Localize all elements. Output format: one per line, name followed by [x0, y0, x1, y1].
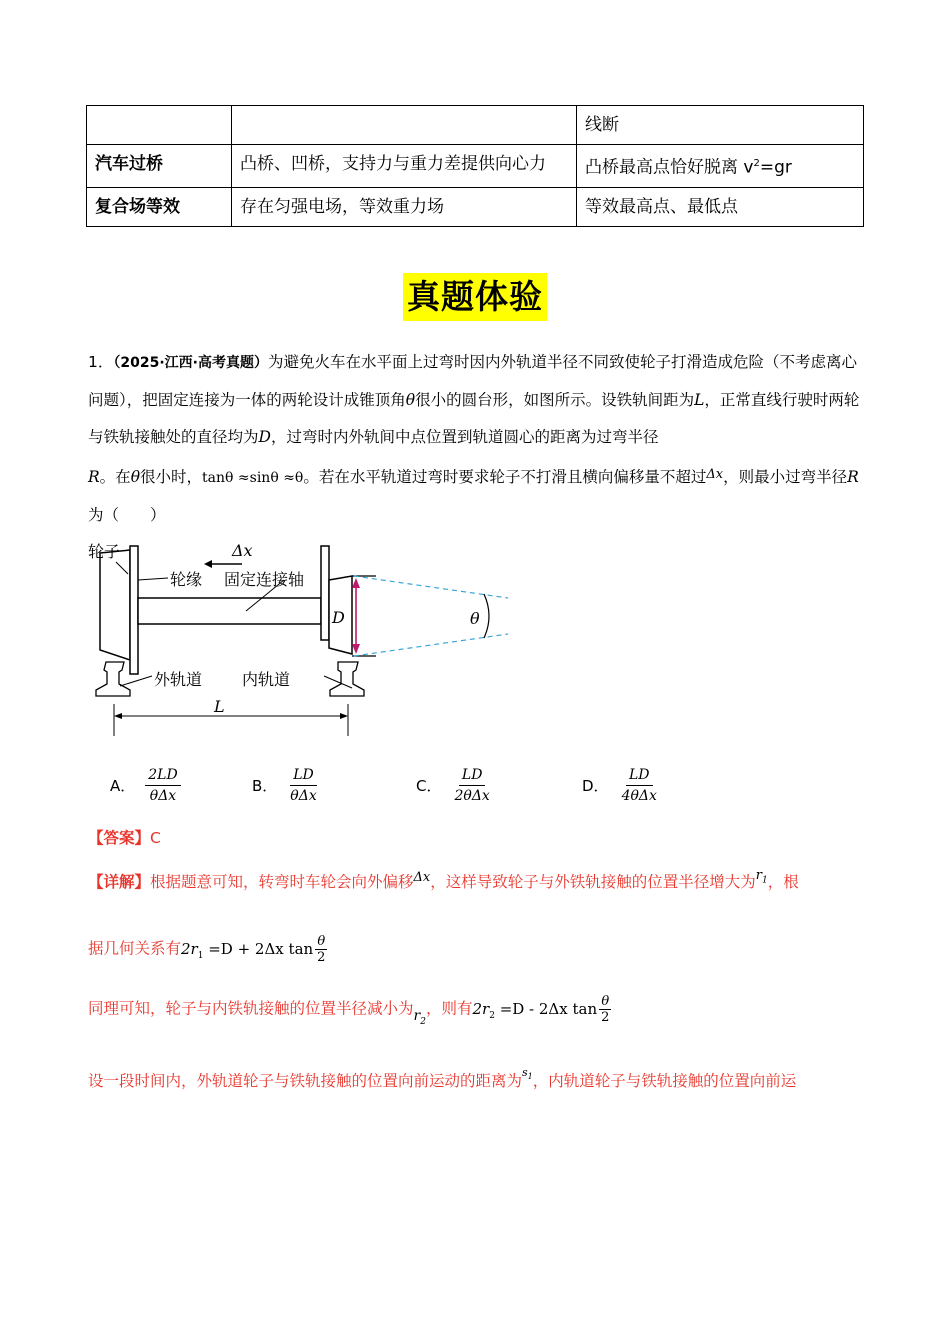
- math-approx: tanθ ≈sinθ ≈θ: [202, 470, 304, 486]
- table-cell: 线断: [577, 106, 864, 145]
- subscript: 1: [197, 950, 204, 961]
- label-outer-rail: 外轨道: [154, 670, 203, 689]
- equation-1: [181, 934, 327, 965]
- math-fraction: [315, 934, 327, 965]
- numerator: LD: [626, 766, 653, 786]
- math-D: D: [258, 428, 271, 446]
- denominator: 2: [601, 1010, 610, 1025]
- math-r1: [755, 868, 768, 886]
- outer-wheel: [100, 550, 130, 660]
- answer-value: C: [150, 829, 161, 847]
- explanation-text: 同理可知，轮子与内铁轨接触的位置半径减小为: [88, 999, 414, 1018]
- option-fraction: [287, 766, 319, 805]
- question-seg: 很小时，: [140, 468, 203, 486]
- numerator: 2LD: [145, 766, 180, 786]
- explanation-text: 据几何关系有: [88, 939, 182, 958]
- question-seg: 很小的圆台形，如图所示。设铁轨间距为: [415, 391, 695, 409]
- explanation-text: ，内轨道轮子与铁轨接触的位置向前运: [532, 1072, 797, 1090]
- math-var: s: [522, 1066, 528, 1079]
- table-cell: 等效最高点、最低点: [577, 187, 864, 226]
- subscript: 1: [527, 1072, 533, 1082]
- math-theta: θ: [130, 468, 141, 486]
- option-b[interactable]: [252, 762, 320, 808]
- math-expr: =D - 2Δx tan: [494, 999, 598, 1018]
- question-seg: 。在: [99, 468, 131, 486]
- table-cell: [87, 106, 232, 145]
- table-row: [87, 187, 864, 226]
- question-number: 1．: [88, 353, 114, 371]
- table-cell: 凸桥、凹桥，支持力与重力差提供向心力: [232, 145, 577, 188]
- label-D: D: [332, 608, 345, 627]
- explanation-line-1: [88, 868, 864, 892]
- table-cell: 复合场等效: [87, 187, 232, 226]
- explanation-tag: 【详解】: [88, 873, 151, 891]
- math-s1: [522, 1066, 533, 1082]
- explanation-line-3: [88, 994, 864, 1026]
- math-R: R: [88, 468, 100, 486]
- option-label: A．: [110, 776, 136, 795]
- question-seg: ，过弯时内外轨间中点位置到轨道圆心的距离为过弯半径: [270, 428, 659, 446]
- denominator: θΔx: [290, 787, 317, 804]
- outer-flange: [130, 546, 138, 674]
- math-R: R: [847, 468, 859, 486]
- subscript: 1: [762, 875, 768, 886]
- math-r2: [413, 1007, 426, 1027]
- denominator: θΔx: [149, 787, 177, 804]
- option-label: D．: [582, 776, 609, 795]
- superscript: 2: [753, 158, 760, 169]
- math-fraction: [599, 994, 611, 1025]
- explanation-text: ，则有: [425, 999, 473, 1018]
- table-cell: [577, 145, 864, 188]
- denominator: 4θΔx: [621, 787, 657, 804]
- equation-2: [472, 994, 611, 1025]
- explanation-text: ，根: [767, 873, 799, 891]
- question-seg: 为避免火车在水平面上过弯时因内外轨道半径不同致使轮子打滑造成危险（不考虑离心问题），把固定连接为一体的两轮设计成锥顶角: [88, 353, 857, 409]
- option-label: B．: [252, 776, 278, 795]
- math-var: 2r: [181, 939, 198, 958]
- inner-flange: [321, 546, 329, 640]
- answer-tag: 【答案】: [88, 829, 151, 847]
- denominator: 2θΔx: [454, 787, 490, 804]
- math-L: L: [694, 391, 705, 409]
- question-source: （2025·江西·高考真题）: [113, 355, 268, 371]
- numerator: θ: [601, 994, 610, 1009]
- label-inner-rail: 内轨道: [242, 670, 291, 689]
- question-seg: ，正常直线行驶时两轮与铁轨接触处的直径均为: [88, 391, 860, 446]
- answer-line: [88, 826, 161, 848]
- question-text: [88, 344, 864, 534]
- explanation-text: ，这样导致轮子与外铁轨接触的位置半径增大为: [430, 873, 756, 891]
- math-expr: =D + 2Δx tan: [203, 939, 314, 958]
- label-dx: Δx: [232, 541, 253, 560]
- math-dx: Δx: [413, 870, 431, 885]
- explanation-text: 根据题意可知，转弯时车轮会向外偏移: [150, 873, 414, 891]
- table-cell: 存在匀强电场，等效重力场: [232, 187, 577, 226]
- denominator: 2: [317, 950, 326, 965]
- section-title: 真题体验: [403, 273, 547, 321]
- label-wheel: 轮子: [88, 542, 121, 561]
- option-label: C．: [416, 776, 442, 795]
- wheel-axle-diagram: [86, 538, 516, 738]
- option-c[interactable]: [416, 762, 493, 808]
- math-var: r: [755, 868, 762, 883]
- question-seg: 为（ ）: [88, 506, 166, 524]
- label-flange: 轮缘: [170, 570, 203, 589]
- table-row: [87, 106, 864, 145]
- outer-rail: [96, 662, 130, 696]
- label-L: L: [214, 697, 225, 716]
- math-var: r: [413, 1007, 421, 1024]
- label-axle: 固定连接轴: [224, 570, 305, 589]
- theta-arc: [484, 594, 489, 638]
- table-cell: [232, 106, 577, 145]
- numerator: θ: [317, 934, 326, 949]
- explanation-text: 设一段时间内，外轨道轮子与铁轨接触的位置向前运动的距离为: [88, 1072, 523, 1090]
- cell-text: =gr: [759, 157, 792, 178]
- question-seg: 。若在水平轨道过弯时要求轮子不打滑且横向偏移量不超过: [303, 468, 707, 486]
- numerator: LD: [290, 766, 317, 786]
- math-theta: θ: [405, 391, 416, 409]
- option-fraction: [451, 766, 492, 805]
- option-fraction: [619, 766, 660, 805]
- answer-options: [110, 762, 750, 808]
- math-var: 2r: [472, 999, 490, 1018]
- cell-text: 凸桥最高点恰好脱离 v: [585, 157, 754, 178]
- math-dx: Δx: [706, 467, 724, 482]
- option-fraction: [145, 766, 180, 805]
- subscript: 2: [420, 1016, 426, 1027]
- option-d[interactable]: [582, 762, 660, 808]
- numerator: LD: [459, 766, 486, 786]
- label-theta: θ: [470, 609, 480, 628]
- subscript: 2: [489, 1010, 495, 1021]
- table-row: [87, 145, 864, 188]
- summary-table: [86, 105, 864, 227]
- axle: [138, 598, 321, 624]
- question-seg: ，则最小过弯半径: [723, 468, 848, 486]
- table-cell: 汽车过桥: [87, 145, 232, 188]
- option-a[interactable]: [110, 762, 181, 808]
- explanation-line-2: [88, 934, 864, 965]
- inner-rail: [330, 662, 364, 696]
- explanation-line-4: [88, 1066, 864, 1091]
